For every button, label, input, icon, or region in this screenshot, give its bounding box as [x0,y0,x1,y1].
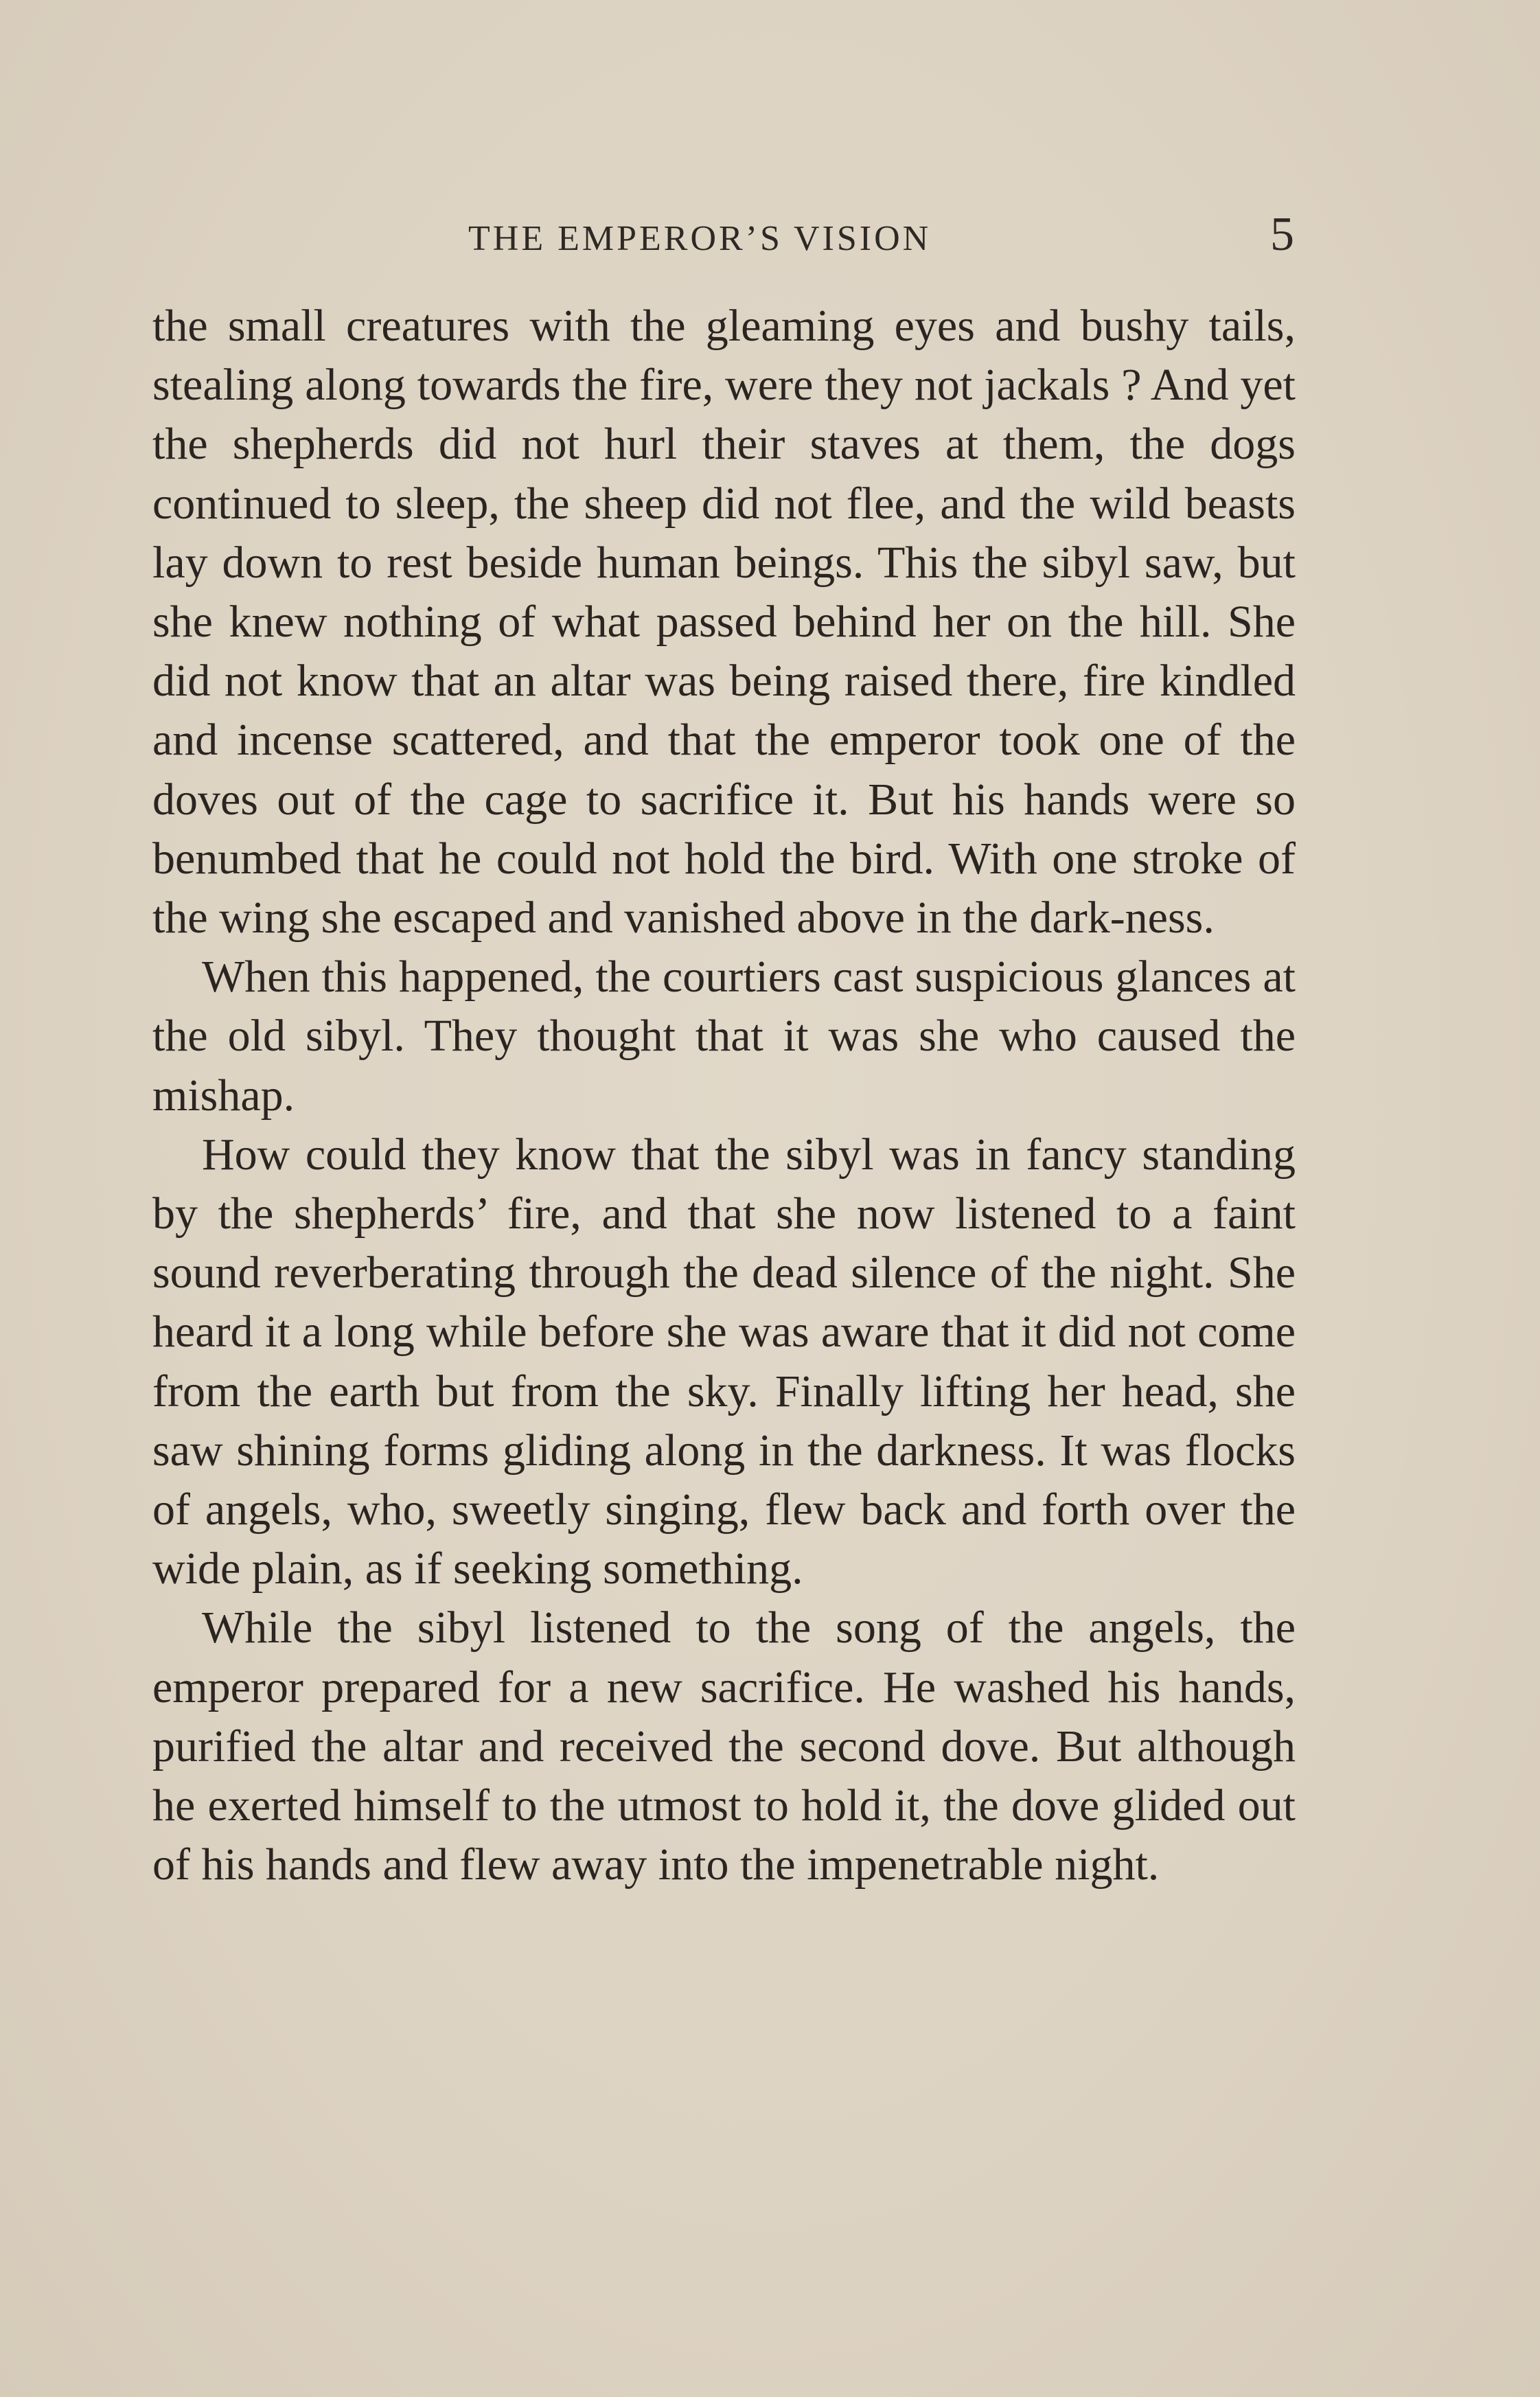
paragraph-2: When this happened, the courtiers cast suspicious glances at the old sibyl. They thought that it was she who caused the mishap. [152,952,1296,1121]
paragraph-3: How could they know that the sibyl was in fancy standing by the shepherds’ fire, and that she now listened to a faint sound reverberating through the dead silence of the night. She heard it a long while before she was aware that it did not come from the earth but from the sky. Finally lifting her head, she saw shining forms gliding along in the darkness. It was flocks of angels, who, sweetly singing, flew back and forth over the wide plain, as if seeking something. [152,1129,1296,1594]
running-head [0,206,1540,275]
paragraph-4: While the sibyl listened to the song of the angels, the emperor prepared for a new sacrifice. He washed his hands, purified the altar and received the second dove. But although he exerted himself to the utmost to hold it, the dove glided out of his hands and flew away into the impenetrable night. [152,1603,1296,1890]
page-number: 5 [1270,208,1294,261]
paragraph-1: the small creatures with the gleaming eyes and bushy tails, stealing along towards the fire, were they not jackals ? And yet the shepherds did not hurl their staves at them, the dogs continued to sleep, the sheep did not flee, and the wild beasts lay down to rest beside human beings. This the sibyl saw, but she knew nothing of what passed behind her on the hill. She did not know that an altar was being raised there, fire kindled and incense scattered, and that the emperor took one of the doves out of the cage to sacrifice it. But his hands were so benumbed that he could not hold the bird. With one stroke of the wing she escaped and vanished above in the dark-ness. [152,301,1296,943]
body-text [152,297,1296,1894]
chapter-title: THE EMPEROR’S VISION [468,219,932,258]
